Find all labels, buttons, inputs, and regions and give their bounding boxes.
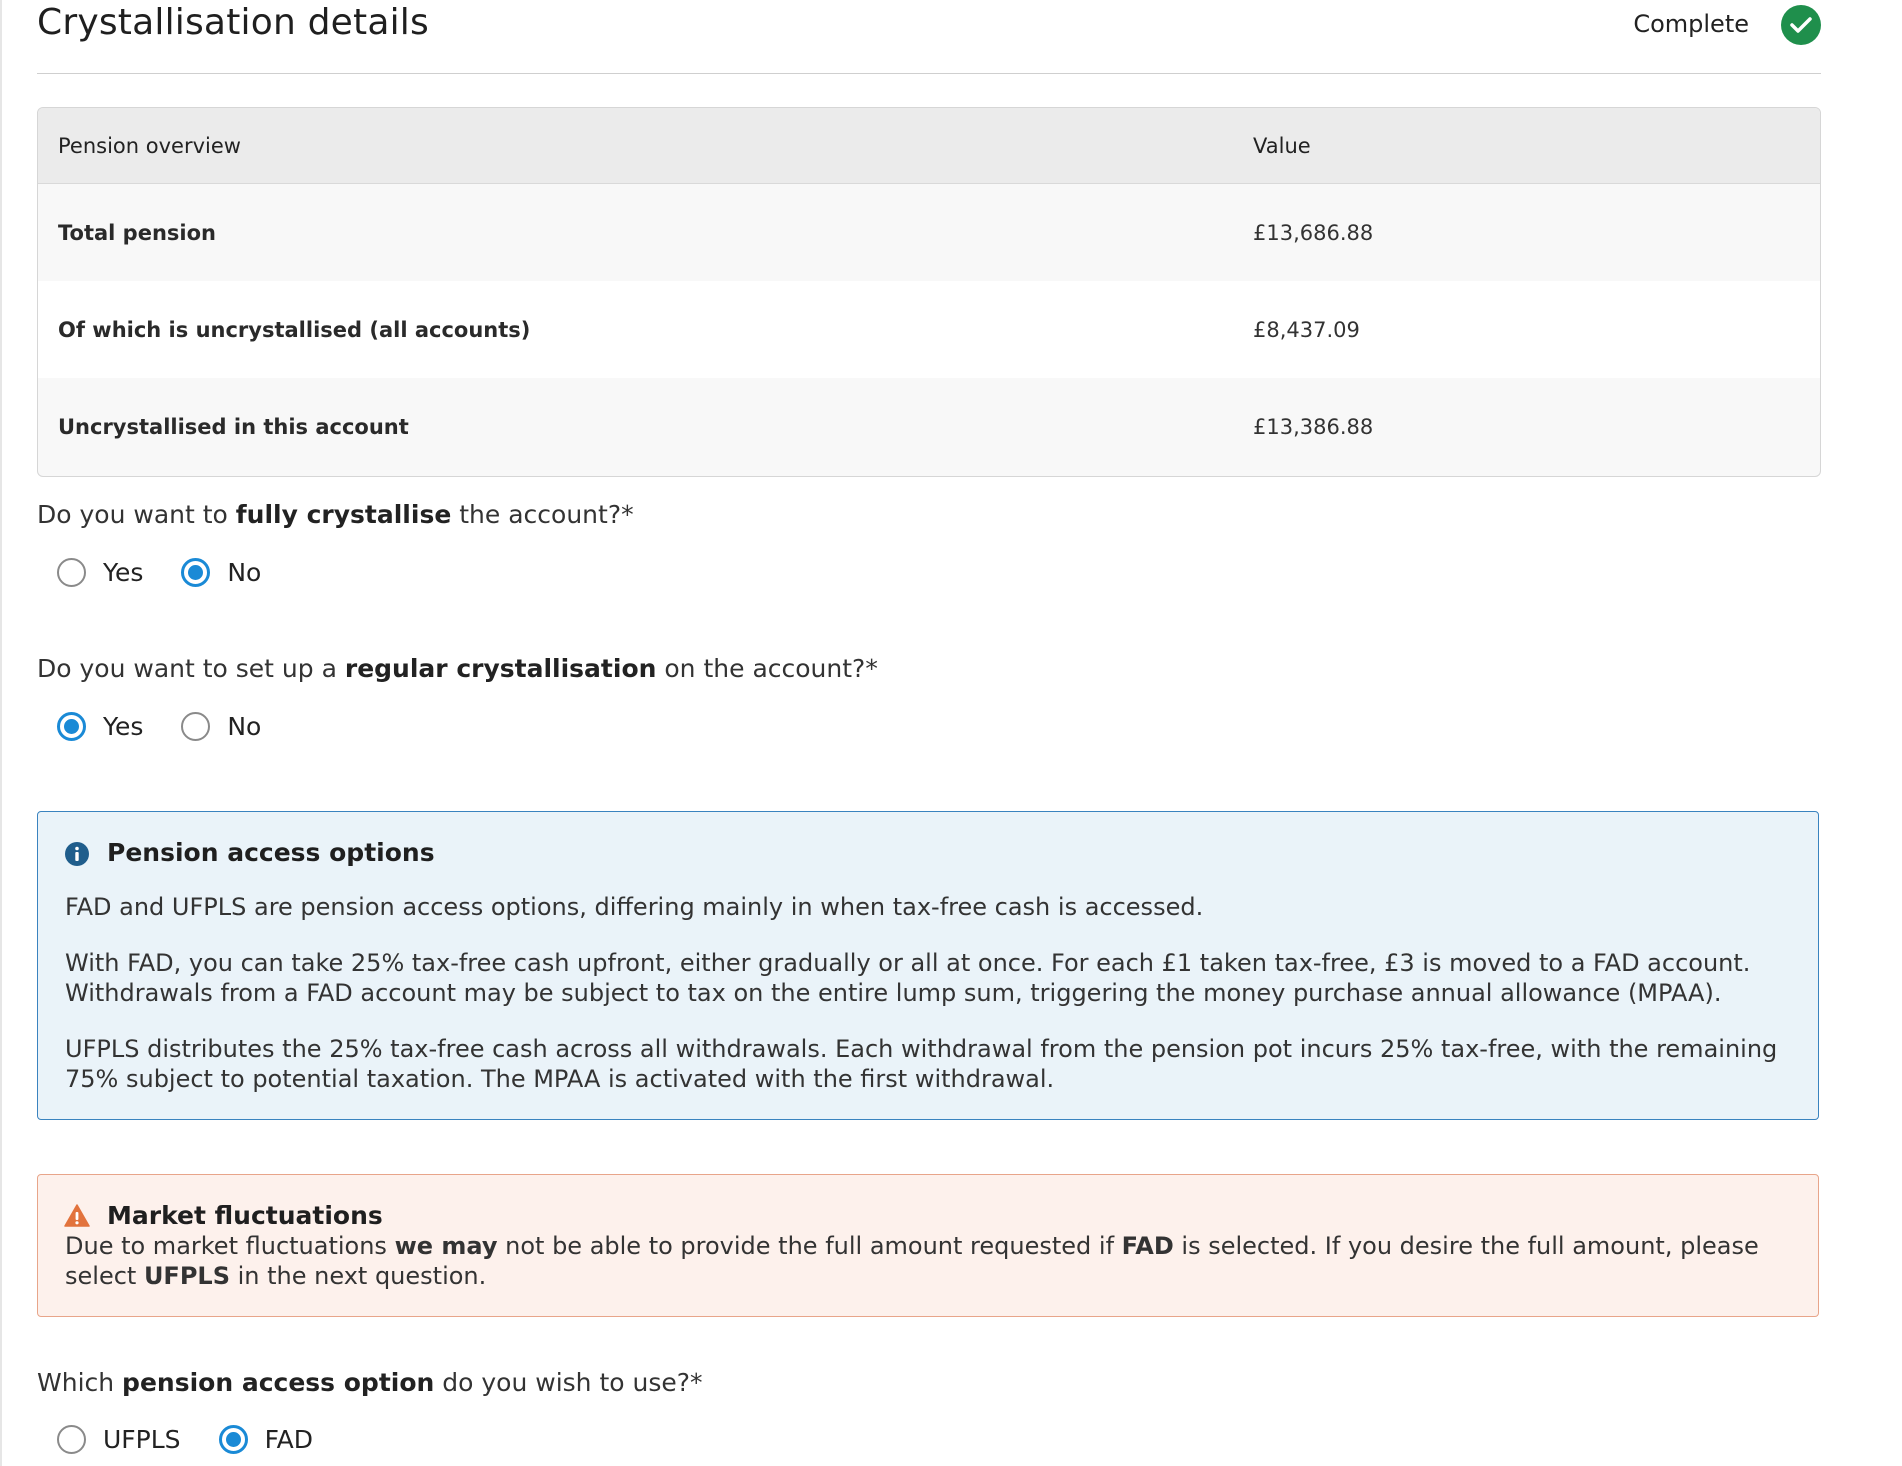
- radio-label: FAD: [264, 1425, 313, 1454]
- radio-option-yes[interactable]: [57, 558, 143, 587]
- warning-text-part: is selected. If you desire the full amount, please select: [65, 1232, 1759, 1290]
- row-label: Of which is uncrystallised (all accounts): [58, 317, 531, 342]
- radio-label: No: [227, 712, 262, 741]
- table-row: [38, 184, 1820, 281]
- question-text: on the account?: [656, 654, 866, 683]
- question-text: the account?: [451, 500, 622, 529]
- radio-label: Yes: [103, 558, 144, 587]
- warning-text-part: not be able to provide the full amount requested if: [497, 1232, 1122, 1260]
- info-title: Pension access options: [107, 838, 435, 867]
- radio-label: UFPLS: [103, 1425, 181, 1454]
- warning-emphasis: FAD: [1121, 1232, 1174, 1260]
- warning-text-part: in the next question.: [230, 1262, 487, 1290]
- radio-group-regular-crystallisation: [57, 712, 299, 741]
- section-header: [37, 0, 1821, 74]
- question-emphasis: regular crystallisation: [344, 654, 657, 683]
- radio-option-yes[interactable]: [57, 712, 143, 741]
- column-header-overview: Pension overview: [58, 133, 241, 158]
- table-header: [38, 108, 1820, 184]
- row-label: Total pension: [58, 220, 216, 245]
- radio-group-fully-crystallise: [57, 558, 299, 587]
- radio-button[interactable]: [57, 1425, 86, 1454]
- info-icon: [64, 841, 90, 867]
- radio-option-ufpls[interactable]: [57, 1425, 181, 1454]
- question-text: Do you want to set up a: [37, 654, 345, 683]
- table-row: [38, 378, 1820, 475]
- radio-button-selected[interactable]: [219, 1425, 248, 1454]
- row-label: Uncrystallised in this account: [58, 414, 409, 439]
- warning-icon: [64, 1203, 90, 1229]
- status-text: Complete: [1633, 10, 1749, 38]
- warning-title: Market fluctuations: [107, 1201, 383, 1230]
- page-title: Crystallisation details: [37, 2, 429, 43]
- required-marker: *: [865, 654, 878, 683]
- radio-button[interactable]: [181, 712, 210, 741]
- radio-option-no[interactable]: [181, 712, 261, 741]
- info-paragraph: With FAD, you can take 25% tax-free cash upfront, either gradually or all at once. For each £1 taken tax-free, £3 is moved to a FAD account. Withdrawals from a FAD account may be subject to tax on the entire lump sum, triggering the money purchase annual allowance (MPAA).: [65, 949, 1751, 1007]
- question-text: do you wish to use?: [434, 1368, 691, 1397]
- question-text: Do you want to: [37, 500, 236, 529]
- warning-emphasis: we may: [394, 1232, 498, 1260]
- warning-text: [65, 1231, 1785, 1291]
- required-marker: *: [621, 500, 634, 529]
- radio-button-selected[interactable]: [181, 558, 210, 587]
- crystallisation-section: [37, 0, 1821, 1454]
- column-header-value: Value: [1253, 133, 1311, 158]
- question-emphasis: fully crystallise: [235, 500, 452, 529]
- radio-group-pension-access-option: [57, 1425, 351, 1454]
- radio-option-fad[interactable]: [219, 1425, 313, 1454]
- question-fully-crystallise: [37, 500, 634, 529]
- info-paragraph: FAD and UFPLS are pension access options, differing mainly in when tax-free cash is accessed.: [65, 893, 1204, 921]
- radio-button-selected[interactable]: [57, 712, 86, 741]
- info-paragraph: UFPLS distributes the 25% tax-free cash across all withdrawals. Each withdrawal from the pension pot incurs 25% tax-free, with the remaining 75% subject to potential taxation. The MPAA is activated with the first withdrawal.: [65, 1035, 1778, 1093]
- question-text: Which: [37, 1368, 123, 1397]
- required-marker: *: [690, 1368, 703, 1397]
- radio-label: Yes: [103, 712, 144, 741]
- warning-callout: [37, 1174, 1819, 1317]
- left-border: [0, 0, 2, 1466]
- radio-option-no[interactable]: [181, 558, 261, 587]
- check-circle-icon: [1781, 5, 1821, 45]
- row-value: £8,437.09: [1253, 317, 1360, 342]
- radio-label: No: [227, 558, 262, 587]
- warning-text-part: Due to market fluctuations: [65, 1232, 395, 1260]
- radio-button[interactable]: [57, 558, 86, 587]
- row-value: £13,686.88: [1253, 220, 1374, 245]
- row-value: £13,386.88: [1253, 414, 1374, 439]
- question-emphasis: pension access option: [122, 1368, 435, 1397]
- question-regular-crystallisation: [37, 654, 878, 683]
- warning-emphasis: UFPLS: [143, 1262, 230, 1290]
- info-callout: [37, 811, 1819, 1120]
- pension-overview-table: [37, 107, 1821, 477]
- question-pension-access-option: [37, 1368, 703, 1397]
- table-row: [38, 281, 1820, 378]
